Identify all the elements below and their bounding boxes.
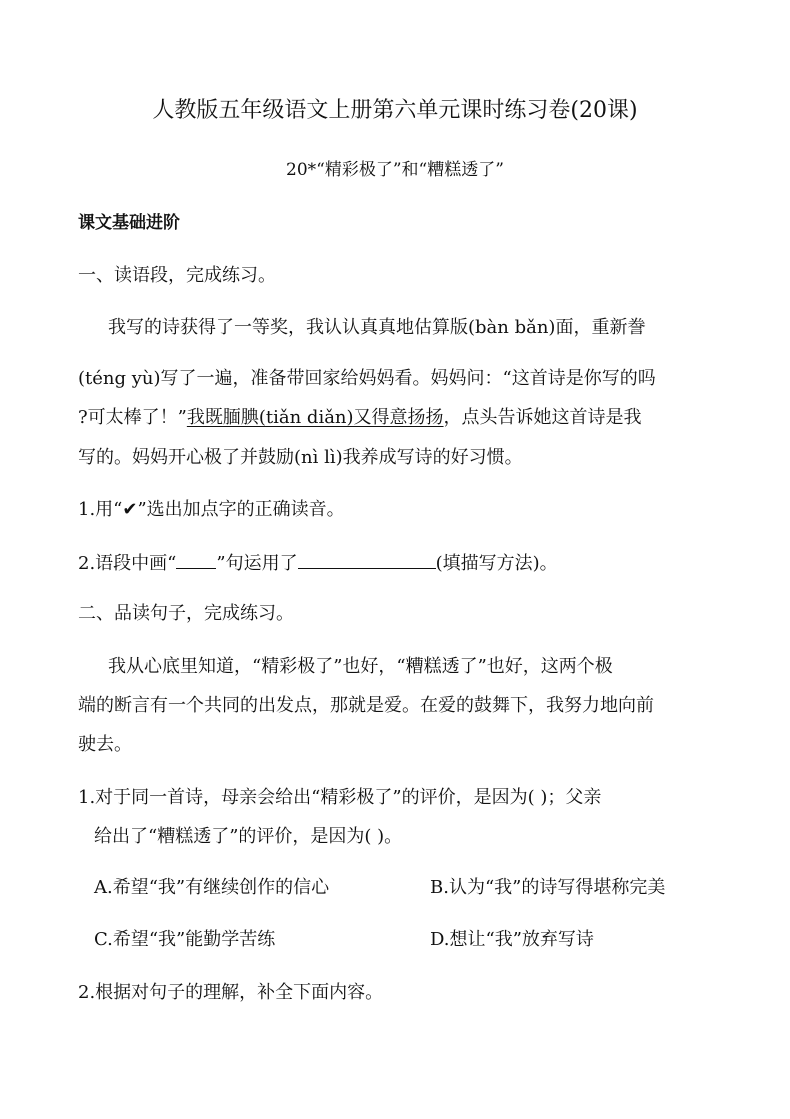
part2-paragraph-line-2: 端的断言有一个共同的出发点，那就是爱。在爱的鼓舞下，我努力地向前 (78, 695, 654, 716)
lesson-subtitle: 20*“精彩极了”和“糟糕透了” (286, 160, 504, 180)
part1-paragraph-line-2: (téng yù)写了一遍，准备带回家给妈妈看。妈妈问：“这首诗是你写的吗 (78, 368, 656, 389)
question-2-1-line-1: 1.对于同一首诗，母亲会给出“精彩极了”的评价，是因为( )；父亲 (78, 787, 602, 808)
part1-heading: 一、读语段，完成练习。 (78, 265, 276, 286)
answer-blank[interactable] (298, 550, 436, 569)
section-heading: 课文基础进阶 (78, 213, 180, 233)
question-1-1: 1.用“✔”选出加点字的正确读音。 (78, 499, 345, 520)
question-2-2: 2.根据对句子的理解，补全下面内容。 (78, 982, 384, 1003)
part1-paragraph-line-4: 写的。妈妈开心极了并鼓励(nì lì)我养成写诗的好习惯。 (78, 447, 523, 468)
option-c[interactable]: C.希望“我”能勤学苦练 (94, 929, 276, 950)
question-text: 2.语段中画“ (78, 553, 177, 574)
part1-text-segment: ，点头告诉她这首诗是我 (443, 407, 642, 428)
part2-heading: 二、品读句子，完成练习。 (78, 603, 294, 624)
part2-paragraph-line-1: 我从心底里知道，“精彩极了”也好，“糟糕透了”也好，这两个极 (108, 656, 613, 677)
option-b[interactable]: B.认为“我”的诗写得堪称完美 (430, 877, 666, 898)
underline-blank-small[interactable] (176, 550, 216, 569)
page-title: 人教版五年级语文上册第六单元课时练习卷(20课) (152, 98, 638, 123)
part2-paragraph-line-3: 驶去。 (78, 734, 132, 755)
question-text: (填描写方法)。 (435, 553, 558, 574)
part1-paragraph-line-3 (78, 406, 642, 430)
option-a[interactable]: A.希望“我”有继续创作的信心 (94, 877, 330, 898)
question-1-2 (78, 550, 558, 576)
part1-text-segment: ?可太棒了！” (78, 407, 187, 428)
question-text: ”句运用了 (216, 553, 298, 574)
part1-paragraph-line-1: 我写的诗获得了一等奖，我认认真真地估算版(bàn bǎn)面，重新誊 (108, 317, 646, 338)
underlined-sentence: 我既腼腆(tiǎn diǎn)又得意扬扬 (186, 407, 444, 428)
option-d[interactable]: D.想让“我”放弃写诗 (430, 929, 594, 950)
question-2-1-line-2: 给出了“糟糕透了”的评价，是因为( )。 (94, 826, 403, 847)
